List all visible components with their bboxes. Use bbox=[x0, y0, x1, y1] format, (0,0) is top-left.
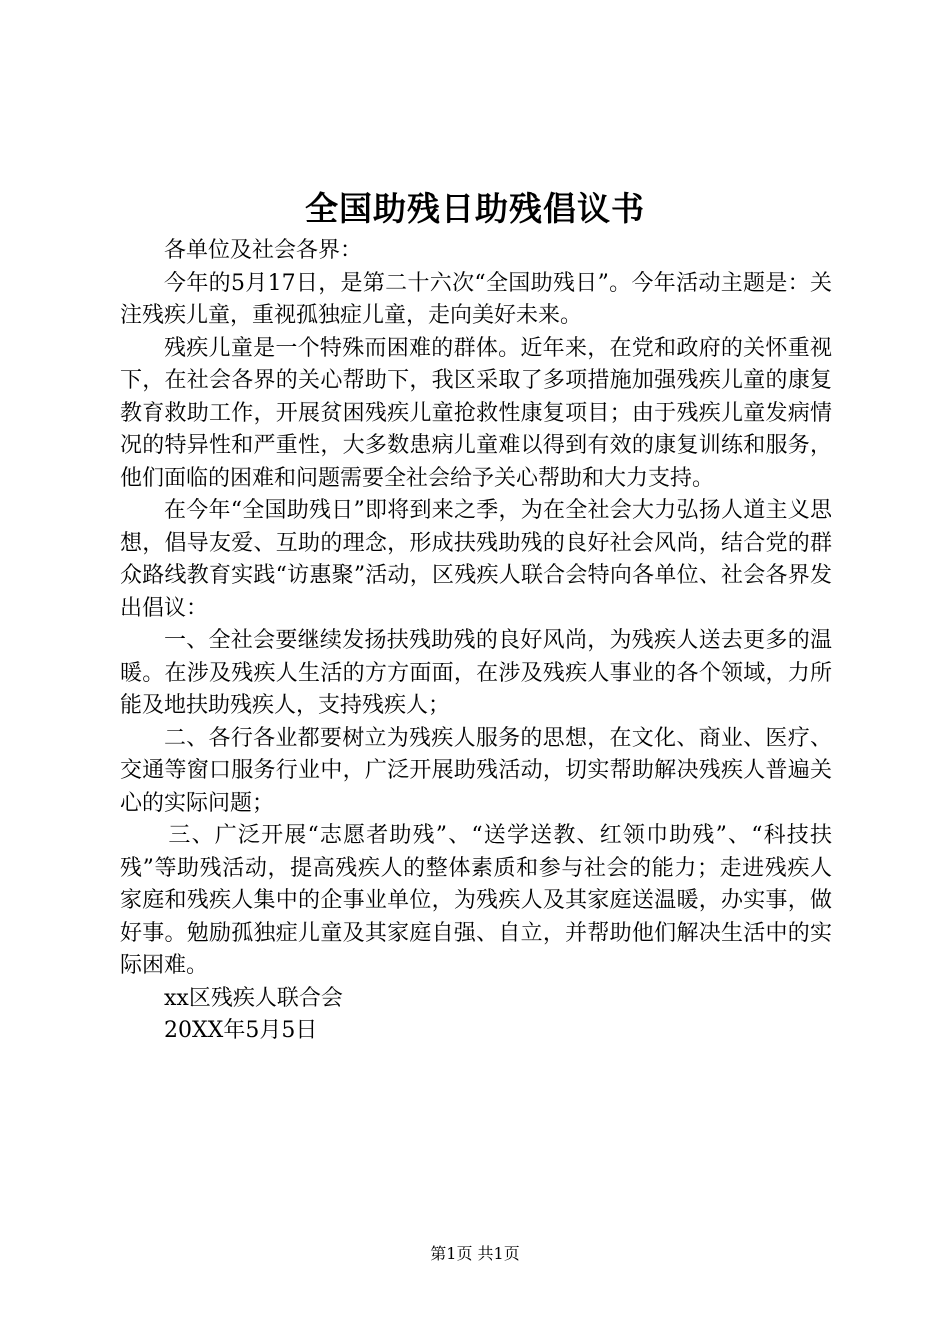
signature-date: 20XX年5月5日 bbox=[164, 1018, 318, 1043]
paragraph-intro: 今年的5月17日，是第二十六次“全国助残日”。今年活动主题是：关注残疾儿童，重视孤独症儿童，走向美好未来。 bbox=[120, 270, 832, 328]
page-footer: 第1页 共1页 bbox=[430, 1244, 520, 1263]
paragraph-background: 残疾儿童是一个特殊而困难的群体。近年来，在党和政府的关怀重视下，在社会各界的关心帮助下，我区采取了多项措施加强残疾儿童的康复教育救助工作，开展贫困残疾儿童抢救性康复项目；由于残疾儿童发病情况的特异性和严重性，大多数患病儿童难以得到有效的康复训练和服务，他们面临的困难和问题需要全社会给予关心帮助和大力支持。 bbox=[120, 335, 832, 491]
signature-organization: xx区残疾人联合会 bbox=[164, 985, 343, 1011]
document-body bbox=[120, 235, 832, 1048]
paragraph-item-three: 三、广泛开展“志愿者助残”、“送学送教、红领巾助残”、“科技扶残”等助残活动，提高残疾人的整体素质和参与社会的能力；走进残疾人家庭和残疾人集中的企事业单位，为残疾人及其家庭送温暖，办实事，做好事。勉励孤独症儿童及其家庭自强、自立，并帮助他们解决生活中的实际困难。 bbox=[120, 823, 832, 978]
paragraph-proposal: 在今年“全国助残日”即将到来之季，为在全社会大力弘扬人道主义思想，倡导友爱、互助的理念，形成扶残助残的良好社会风尚，结合党的群众路线教育实践“访惠聚”活动，区残疾人联合会特向各单位、社会各界发出倡议： bbox=[120, 498, 832, 621]
document-title: 全国助残日助残倡议书 bbox=[305, 189, 645, 228]
salutation: 各单位及社会各界： bbox=[164, 238, 363, 263]
paragraph-item-one: 一、全社会要继续发扬扶残助残的良好风尚，为残疾人送去更多的温暖。在涉及残疾人生活的方方面面，在涉及残疾人事业的各个领域，力所能及地扶助残疾人，支持残疾人； bbox=[120, 628, 832, 718]
paragraph-item-two: 二、各行各业都要树立为残疾人服务的思想，在文化、商业、医疗、交通等窗口服务行业中，广泛开展助残活动，切实帮助解决残疾人普遍关心的实际问题； bbox=[120, 725, 832, 816]
